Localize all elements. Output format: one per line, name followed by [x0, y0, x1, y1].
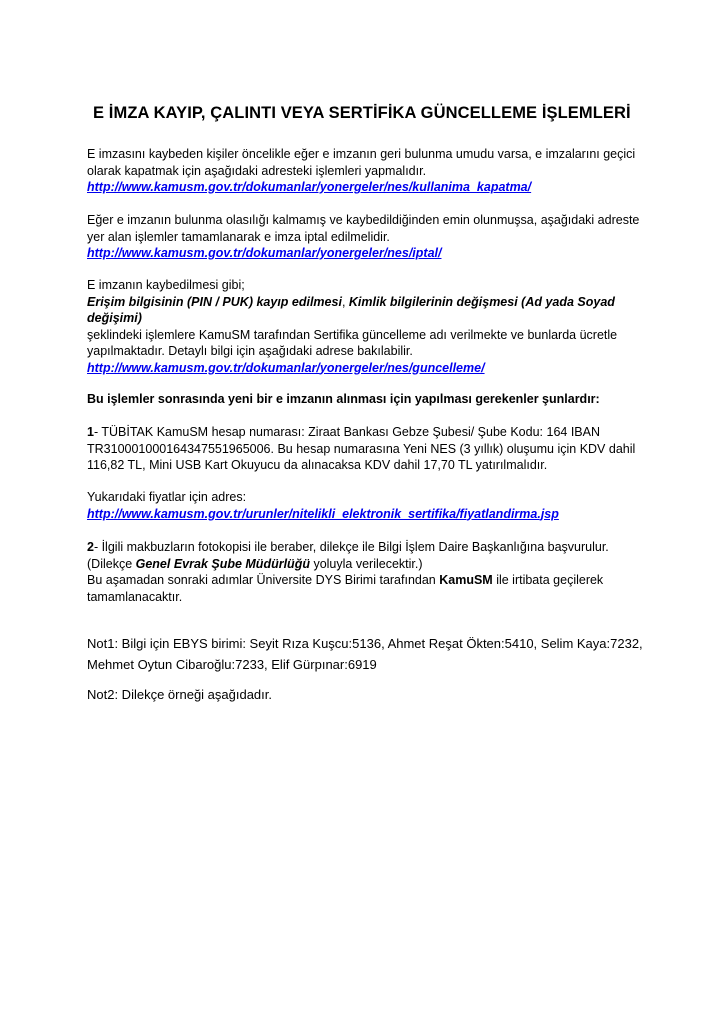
step-2	[87, 539, 667, 605]
update-link[interactable]: http://www.kamusm.gov.tr/dokumanlar/yonergeler/nes/guncelleme/	[87, 360, 485, 375]
prices-link[interactable]: http://www.kamusm.gov.tr/urunler/nitelikli_elektronik_sertifika/fiyatlandirma.jsp	[87, 506, 559, 521]
step-1	[87, 424, 647, 474]
identity-change-text: Kimlik bilgilerinin değişmesi (Ad yada Soyad değişimi)	[87, 294, 615, 325]
section-text-line: olarak kapatmak için aşağıdaki adresteki işlemleri yapmalıdır.	[87, 163, 427, 178]
section-text-line: yer alan işlemler tamamlanarak e imza iptal edilmelidir.	[87, 229, 390, 244]
section-text-line: Eğer e imzanın bulunma olasılığı kalmamış ve kaybedildiğinden emin olunmuşsa, aşağıdaki adreste	[87, 213, 640, 227]
step-number: 1	[87, 425, 94, 439]
note-2: Not2: Dilekçe örneği aşağıdadır.	[87, 687, 272, 702]
page-title: E İMZA KAYIP, ÇALINTI VEYA SERTİFİKA GÜNCELLEME İŞLEMLERİ	[93, 104, 631, 122]
cancel-link[interactable]: http://www.kamusm.gov.tr/dokumanlar/yonergeler/nes/iptal/	[87, 246, 442, 260]
section-text-line: E imzasını kaybeden kişiler öncelikle eğer e imzanın geri bulunma umudu varsa, e imzalarını geçici	[87, 147, 636, 161]
note-text-line: Mehmet Oytun Cibaroğlu:7233, Elif Gürpınar:6919	[87, 657, 377, 672]
step-text: Bu aşamadan sonraki adımlar Üniversite DYS Birimi tarafından	[87, 573, 440, 587]
step-text: (Dilekçe	[87, 556, 136, 571]
general-records-office-text: Genel Evrak Şube Müdürlüğü	[135, 556, 310, 571]
lost-signature-section	[87, 146, 647, 196]
note-text-line: Not1: Bilgi için EBYS birimi: Seyit Rıza Kuşcu:5136, Ahmet Reşat Ökten:5410, Selim Kaya:7232,	[87, 636, 643, 651]
section-text-line: yapılmaktadır. Detaylı bilgi için aşağıdaki adrese bakılabilir.	[87, 344, 413, 358]
note-1	[87, 633, 667, 675]
requirements-heading: Bu işlemler sonrasında yeni bir e imzanın alınması için yapılması gerekenler şunlardır:	[87, 392, 600, 406]
cancel-signature-section	[87, 212, 647, 262]
deactivation-link[interactable]: http://www.kamusm.gov.tr/dokumanlar/yonergeler/nes/kullanima_kapatma/	[87, 180, 532, 194]
separator-text: ,	[341, 294, 349, 309]
step-text-line: 116,82 TL, Mini USB Kart Okuyucu da alınacaksa KDV dahil 17,70 TL yatırılmalıdır.	[87, 458, 548, 472]
prices-section	[87, 489, 647, 522]
certificate-update-section	[87, 277, 647, 376]
step-text: yoluyla verilecektir.)	[309, 556, 423, 571]
step-text-line: TR310001000164347551965006. Bu hesap numarasına Yeni NES (3 yıllık) oluşumu için KDV dahil	[87, 441, 636, 456]
step-text: - İlgili makbuzların fotokopisi ile beraber, dilekçe ile Bilgi İşlem Daire Başkanlığına başvurulur.	[93, 540, 609, 554]
step-text: - TÜBİTAK KamuSM hesap numarası: Ziraat Bankası Gebze Şubesi/ Şube Kodu: 164 IBAN	[93, 425, 600, 439]
prices-label: Yukarıdaki fiyatlar için adres:	[87, 490, 247, 504]
kamusm-text: KamuSM	[439, 573, 493, 587]
section-text-line: şeklindeki işlemlere KamuSM tarafından Sertifika güncelleme adı verilmekte ve bunlarda ücretle	[87, 327, 618, 342]
section-text-line: E imzanın kaybedilmesi gibi;	[87, 278, 245, 292]
pin-puk-loss-text: Erişim bilgisinin (PIN / PUK) kayıp edilmesi	[87, 294, 342, 309]
step-text-line: tamamlanacaktır.	[87, 589, 183, 604]
step-text: ile irtibata geçilerek	[492, 573, 604, 587]
step-number: 2	[87, 540, 94, 554]
